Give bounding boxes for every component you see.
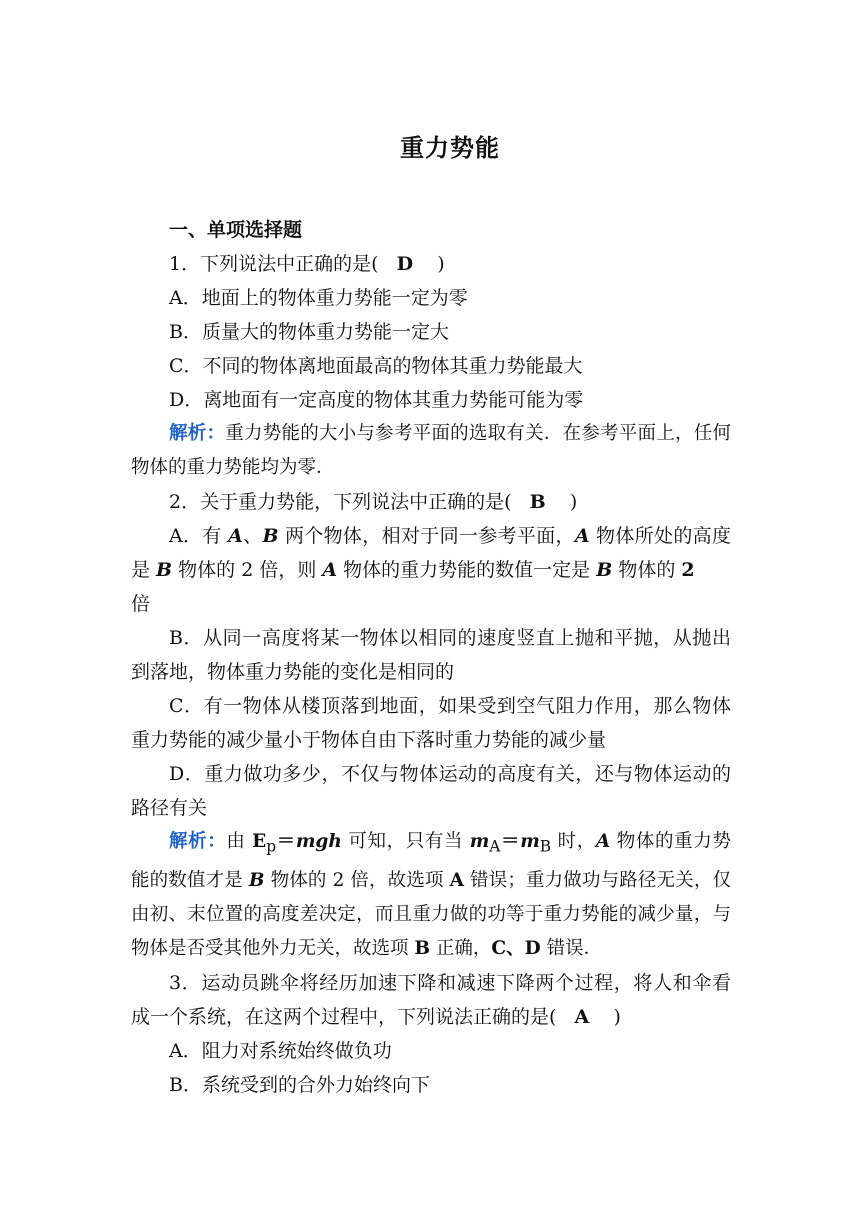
question-stem: 下列说法中正确的是( (200, 253, 379, 275)
formula-var: m (469, 831, 490, 852)
text: 物体的重力势能的数值一定是 (337, 559, 597, 581)
option-text: 离地面有一定高度的物体其重力势能可能为零 (203, 389, 584, 411)
subscript: B (539, 837, 552, 856)
number: 2 (681, 559, 695, 581)
number: 2 (332, 869, 345, 891)
option-b (131, 1068, 731, 1102)
equals-sign: ＝ (276, 831, 296, 852)
text: 倍，故选项 (344, 869, 450, 891)
variable: A (322, 559, 338, 581)
option-key: D． (169, 763, 205, 785)
formula-var: m (520, 831, 540, 852)
question-1 (131, 247, 731, 281)
text: 物体的 (172, 559, 242, 581)
option-key: D． (169, 389, 204, 411)
paren-close: ) (437, 253, 445, 275)
text: 可知，只有当 (341, 831, 470, 852)
text: 倍，则 (253, 559, 323, 581)
text: 物体所处的高度是 (131, 525, 731, 581)
answer: D (396, 253, 414, 275)
question-number: 2． (169, 491, 201, 513)
option-b (131, 315, 731, 349)
option-d (131, 383, 731, 417)
formula-var: mgh (295, 831, 342, 852)
option-text: 系统受到的合外力始终向下 (201, 1073, 430, 1096)
text: 物体的 (612, 559, 682, 581)
variable: B (596, 559, 613, 581)
option-key: B． (169, 627, 204, 649)
option-key: C． (169, 355, 203, 377)
option-ref: B (414, 937, 431, 959)
explanation-text: 重力势能的大小与参考平面的选取有关．在参考平面上，任何物体的重力势能均为零． (131, 423, 731, 478)
question-2 (131, 485, 731, 519)
option-a (131, 1034, 731, 1068)
explanation-2 (131, 825, 731, 966)
option-ref: A (449, 869, 465, 891)
option-ref: C、D (491, 937, 541, 959)
paren-close: ) (569, 491, 578, 513)
option-text: 从同一高度将某一物体以相同的速度竖直上抛和平抛，从抛出到落地，物体重力势能的变化是相同的 (131, 627, 731, 683)
variable: A (595, 831, 611, 852)
option-key: A． (169, 525, 203, 547)
text: 正确， (430, 937, 492, 959)
option-text: 重力做功多少，不仅与物体运动的高度有关，还与物体运动的路径有关 (131, 763, 731, 819)
question-stem: 运动员跳伞将经历加速下降和减速下降两个过程，将人和伞看成一个系统，在这两个过程中，下列说法正确的是( (131, 971, 731, 1028)
subscript: p (266, 837, 277, 856)
option-b (131, 621, 731, 689)
option-key: A． (169, 287, 202, 309)
variable: B (248, 869, 265, 891)
option-text: 阻力对系统始终做负功 (201, 1039, 392, 1062)
option-text: 有一物体从楼顶落到地面，如果受到空气阻力作用，那么物体重力势能的减少量小于物体自由下落时重力势能的减少量 (131, 695, 731, 751)
formula-var: E (252, 831, 267, 852)
variable: A (574, 525, 590, 547)
option-a (131, 519, 731, 621)
option-c (131, 349, 731, 383)
variable: B (156, 559, 173, 581)
variable: B (262, 525, 279, 547)
variable: A (228, 525, 243, 547)
option-text: 质量大的物体重力势能一定大 (201, 321, 449, 343)
text: 错误． (540, 937, 603, 959)
text: 物体的重力势能的数值才是 (131, 831, 731, 891)
equals-sign: ＝ (500, 831, 521, 852)
content-body (131, 213, 731, 1102)
number: 2 (241, 559, 254, 581)
answer: A (574, 1005, 590, 1028)
option-text: 不同的物体离地面最高的物体其重力势能最大 (202, 355, 583, 377)
paren-close: ) (613, 1005, 621, 1028)
option-text: 地面上的物体重力势能一定为零 (201, 287, 468, 309)
page-title: 重力势能 (400, 133, 500, 162)
option-c (131, 689, 731, 757)
option-key: C． (169, 695, 204, 717)
text: 错误；重力做功与路径无关，仅由初、末位置的高度差决定，而且重力做的功等于重力势能的减少量，与物体是否受其他外力无关，故选项 (131, 869, 731, 959)
text: 物体的 (264, 869, 333, 891)
option-a (131, 281, 731, 315)
text: 、 (242, 525, 263, 547)
explanation-label: 解析： (169, 423, 226, 444)
text: 时， (551, 831, 596, 852)
section-heading: 一、单项选择题 (169, 219, 303, 241)
option-key: A． (169, 1039, 202, 1062)
explanation-label: 解析： (169, 831, 227, 852)
question-number: 1． (169, 253, 201, 275)
text: 有 (202, 525, 229, 547)
answer: B (529, 491, 546, 513)
explanation-1 (131, 417, 731, 485)
option-key: B． (169, 1073, 202, 1096)
option-d (131, 757, 731, 825)
option-key: B． (169, 321, 202, 343)
text: 倍 (131, 593, 151, 615)
question-3 (131, 966, 731, 1034)
question-number: 3． (169, 971, 202, 994)
text: 两个物体，相对于同一参考平面， (278, 525, 575, 547)
text: 由 (226, 831, 253, 852)
question-stem: 关于重力势能，下列说法中正确的是( (200, 491, 512, 513)
subscript: A (489, 837, 501, 856)
